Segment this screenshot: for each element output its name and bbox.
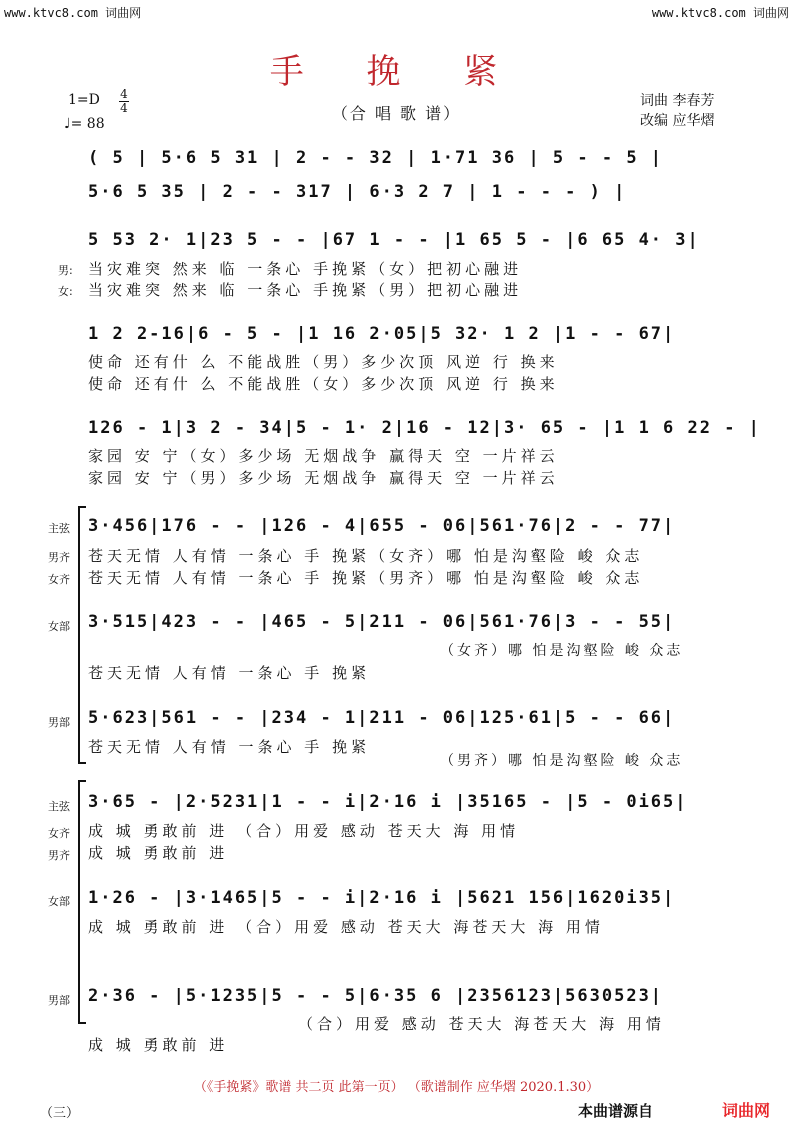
verse-notes-row-3: 126 - 1|3 2 - 34|5 - 1· 2|16 - 12|3· 65 - |1 1 6 22 - | bbox=[88, 418, 761, 438]
part-label: 女齐 bbox=[48, 827, 70, 840]
lyric-line: 苍天无情 人有情 一条心 手 挽紧 bbox=[88, 738, 371, 756]
lyric-line: 使命 还有什 么 不能战胜（男）多少次顶 风逆 行 换来 bbox=[88, 353, 559, 371]
lyric-line: 成 城 勇敢前 进 （合）用爱 感动 苍天大 海 用情 bbox=[88, 822, 520, 840]
lyric-line: 成 城 勇敢前 进 bbox=[88, 844, 229, 862]
lyric-label: 男: bbox=[58, 264, 73, 277]
part-label: 男齐 bbox=[48, 551, 70, 564]
lyric-line: 成 城 勇敢前 进 bbox=[88, 1036, 229, 1054]
system1-main-notes: 3·456|176 - - |126 - 4|655 - 06|561·76|2 - - 77| bbox=[88, 516, 676, 536]
intro-notes-row-1: ( 5 | 5·6 5 31 | 2 - - 32 | 1·71 36 | 5 - - 5 | bbox=[88, 148, 664, 168]
system1-male-notes: 5·623|561 - - |234 - 1|211 - 06|125·61|5 - - 66| bbox=[88, 708, 676, 728]
lyric-line: 当灾难突 然来 临 一条心 手挽紧（男）把初心融进 bbox=[88, 281, 523, 299]
system2-female-notes: 1·26 - |3·1465|5 - - i|2·16 i |5621 156|1620i35| bbox=[88, 888, 676, 908]
part-label-male: 男部 bbox=[48, 716, 70, 729]
page-footer: （《手挽紧》歌谱 共二页 此第一页） （歌谱制作 应华熠 2020.1.30） bbox=[193, 1080, 600, 1095]
system2-main-notes: 3·65 - |2·5231|1 - - i|2·16 i |35165 - |5 - 0i65| bbox=[88, 792, 688, 812]
system-bracket bbox=[78, 780, 86, 1024]
song-title: 手 挽 紧 bbox=[269, 52, 524, 92]
intro-notes-row-2: 5·6 5 35 | 2 - - 317 | 6·3 2 7 | 1 - - - ) | bbox=[88, 182, 627, 202]
part-label-main: 主弦 bbox=[48, 800, 70, 813]
verse-notes-row-1: 5 53 2· 1|23 5 - - |67 1 - - |1 65 5 - |6 65 4· 3| bbox=[88, 230, 700, 250]
part-label: 女齐 bbox=[48, 573, 70, 586]
system-bracket bbox=[78, 506, 86, 764]
part-label-female: 女部 bbox=[48, 620, 70, 633]
arranger-credit: 改编 应华熠 bbox=[640, 113, 715, 129]
lyric-line: 苍天无情 人有情 一条心 手 挽紧 bbox=[88, 664, 371, 682]
part-label-female: 女部 bbox=[48, 895, 70, 908]
lyric-line: 当灾难突 然来 临 一条心 手挽紧（女）把初心融进 bbox=[88, 260, 523, 278]
part-label: 男齐 bbox=[48, 849, 70, 862]
composer-credit: 词曲 李春芳 bbox=[640, 93, 715, 109]
lyric-line: 家园 安 宁（女）多少场 无烟战争 赢得天 空 一片祥云 bbox=[88, 447, 559, 465]
key-signature: 1=D bbox=[68, 92, 100, 108]
system2-male-notes: 2·36 - |5·1235|5 - - 5|6·35 6 |2356123|5630523| bbox=[88, 986, 664, 1006]
watermark-right: www.ktvc8.com 词曲网 bbox=[651, 6, 789, 20]
watermark-left: www.ktvc8.com 词曲网 bbox=[4, 6, 142, 20]
lyric-line: （男齐）哪 怕是沟壑险 峻 众志 bbox=[440, 753, 684, 769]
lyric-line: （合）用爱 感动 苍天大 海苍天大 海 用情 bbox=[298, 1015, 665, 1033]
tempo-mark: ♩= 88 bbox=[64, 116, 105, 132]
page-number: （三） bbox=[40, 1106, 80, 1121]
verse-notes-row-2: 1 2 2-16|6 - 5 - |1 16 2·05|5 32· 1 2 |1 - - 67| bbox=[88, 324, 676, 344]
lyric-line: （女齐）哪 怕是沟壑险 峻 众志 bbox=[440, 643, 684, 659]
lyric-label: 女: bbox=[58, 285, 73, 298]
lyric-line: 苍天无情 人有情 一条心 手 挽紧（男齐）哪 怕是沟壑险 峻 众志 bbox=[88, 569, 644, 587]
brand-logo[interactable]: 词曲网 bbox=[722, 1101, 771, 1120]
lyric-line: 使命 还有什 么 不能战胜（女）多少次顶 风逆 行 换来 bbox=[88, 375, 559, 393]
lyric-line: 成 城 勇敢前 进 （合）用爱 感动 苍天大 海苍天大 海 用情 bbox=[88, 918, 604, 936]
lyric-line: 家园 安 宁（男）多少场 无烟战争 赢得天 空 一片祥云 bbox=[88, 469, 559, 487]
song-subtitle: （合 唱 歌 谱） bbox=[331, 104, 462, 123]
time-signature: 4 4 bbox=[120, 87, 128, 115]
lyric-line: 苍天无情 人有情 一条心 手 挽紧（女齐）哪 怕是沟壑险 峻 众志 bbox=[88, 547, 644, 565]
system1-female-notes: 3·515|423 - - |465 - 5|211 - 06|561·76|3 - - 55| bbox=[88, 612, 676, 632]
part-label-male: 男部 bbox=[48, 994, 70, 1007]
part-label-main: 主弦 bbox=[48, 522, 70, 535]
source-label: 本曲谱源自 bbox=[578, 1102, 654, 1120]
